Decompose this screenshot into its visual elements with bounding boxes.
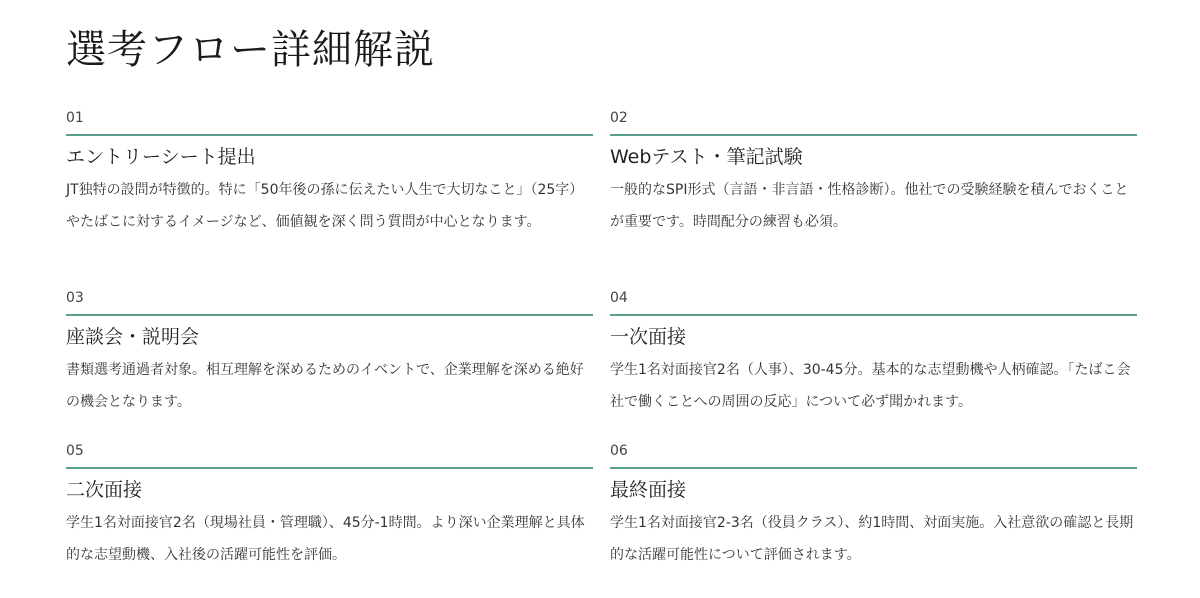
step-card-02 xyxy=(610,108,1137,288)
step-number: 03 xyxy=(66,288,593,316)
step-card-01 xyxy=(66,108,593,288)
step-title: 座談会・説明会 xyxy=(66,326,200,348)
step-description: 学生1名対面接官2名（人事）、30-45分。基本的な志望動機や人柄確認。「たばこ会社で働くことへの周囲の反応」について必ず聞かれます。 xyxy=(610,362,1131,410)
step-card-05 xyxy=(66,441,593,591)
page-title: 選考フロー詳細解説 xyxy=(66,27,435,73)
step-description: 学生1名対面接官2名（現場社員・管理職）、45分-1時間。より深い企業理解と具体的な志望動機、入社後の活躍可能性を評価。 xyxy=(66,515,585,563)
step-number: 05 xyxy=(66,441,593,469)
step-title: Webテスト・筆記試験 xyxy=(610,146,803,168)
step-description: 書類選考通過者対象。相互理解を深めるためのイベントで、企業理解を深める絶好の機会となります。 xyxy=(66,362,584,410)
step-card-04 xyxy=(610,288,1137,441)
step-title: 最終面接 xyxy=(610,479,687,501)
step-title: 一次面接 xyxy=(610,326,687,348)
step-card-03 xyxy=(66,288,593,441)
step-description: 一般的なSPI形式（言語・非言語・性格診断）。他社での受験経験を積んでおくことが重要です。時間配分の練習も必須。 xyxy=(610,182,1129,230)
step-number: 01 xyxy=(66,108,593,136)
step-description: 学生1名対面接官2-3名（役員クラス）、約1時間、対面実施。入社意欲の確認と長期的な活躍可能性について評価されます。 xyxy=(610,515,1134,563)
step-description: JT独特の設問が特徴的。特に「50年後の孫に伝えたい人生で大切なこと」（25字）やたばこに対するイメージなど、価値観を深く問う質問が中心となります。 xyxy=(66,182,584,230)
step-title: 二次面接 xyxy=(66,479,143,501)
step-number: 04 xyxy=(610,288,1137,316)
selection-flow-grid xyxy=(66,108,1137,591)
step-card-06 xyxy=(610,441,1137,591)
step-number: 02 xyxy=(610,108,1137,136)
step-title: エントリーシート提出 xyxy=(66,146,256,168)
step-number: 06 xyxy=(610,441,1137,469)
